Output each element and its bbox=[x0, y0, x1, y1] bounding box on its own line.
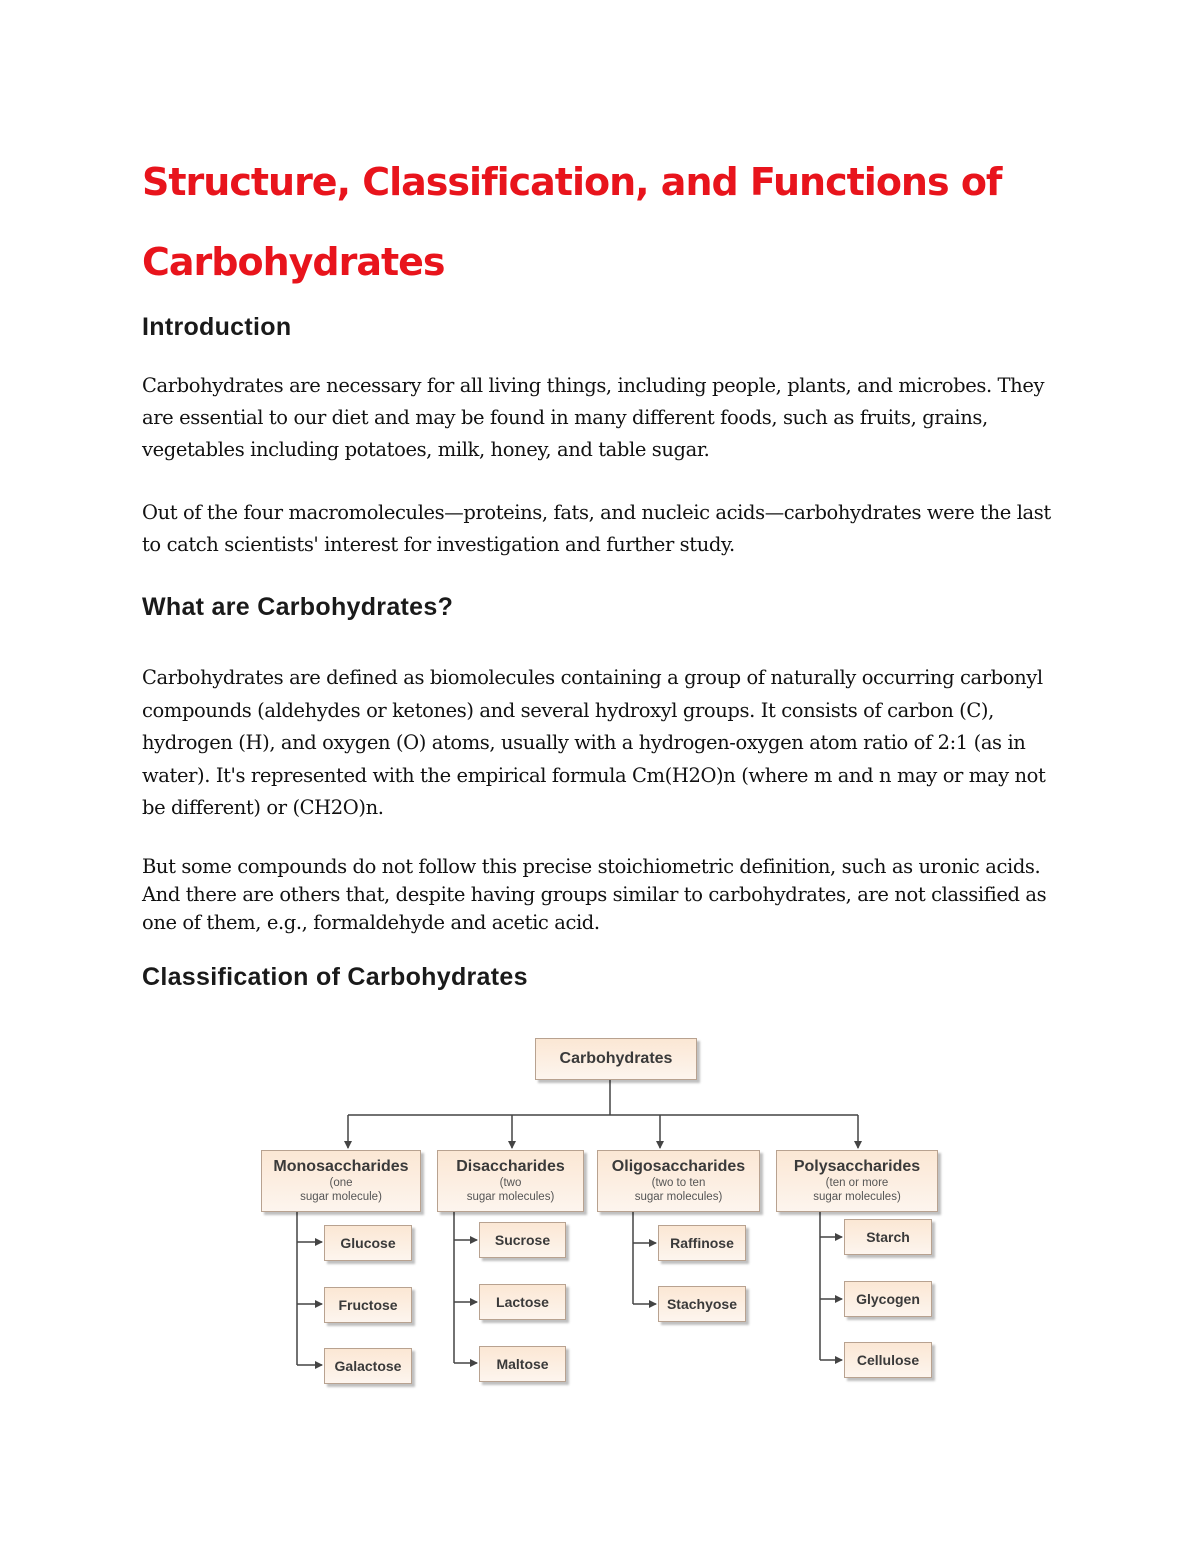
group-sublabel: sugar molecules) bbox=[634, 1191, 723, 1203]
leaf-node-starch: Starch bbox=[844, 1219, 932, 1255]
leaf-node-glucose: Glucose bbox=[324, 1225, 412, 1261]
leaf-node-fructose: Fructose bbox=[324, 1287, 412, 1323]
what-paragraph-1: Carbohydrates are defined as biomolecules containing a group of naturally occurring carbonyl compounds (aldehydes or ketones) and several hydroxyl groups. It consists of carbon (C), hydrogen (H), and oxygen (O) atoms, usually with a hydrogen-oxygen atom ratio of 2:1 (as in water). It's represented with the empirical formula Cm(H2O)n (where m and n may or may not be different) or (CH2O)n. bbox=[142, 666, 1046, 819]
leaf-node-cellulose: Cellulose bbox=[844, 1342, 932, 1378]
group-sublabel: (two to ten bbox=[651, 1177, 706, 1189]
root-node bbox=[535, 1038, 697, 1080]
root-node-label: Carbohydrates bbox=[559, 1050, 673, 1067]
group-node-polysaccharides bbox=[776, 1150, 938, 1212]
group-label: Monosaccharides bbox=[273, 1158, 409, 1175]
intro-paragraph-1: Carbohydrates are necessary for all living things, including people, plants, and microbes. They are essential to our diet and may be found in many different foods, such as fruits, grains, vegetables including potatoes, milk, honey, and table sugar. bbox=[142, 374, 1045, 461]
group-sublabel: sugar molecule) bbox=[300, 1191, 382, 1203]
group-label: Disaccharides bbox=[456, 1158, 565, 1175]
what-paragraph-2: But some compounds do not follow this precise stoichiometric definition, such as uronic acids. And there are others that, despite having groups similar to carbohydrates, are not classified as one of them, e.g., formaldehyde and acetic acid. bbox=[142, 855, 1047, 934]
group-label: Oligosaccharides bbox=[611, 1158, 746, 1175]
heading-what-are-carbohydrates: What are Carbohydrates? bbox=[142, 593, 454, 621]
leaf-node-raffinose: Raffinose bbox=[658, 1225, 746, 1261]
group-sublabel: (one bbox=[329, 1177, 353, 1189]
heading-classification: Classification of Carbohydrates bbox=[142, 963, 528, 991]
leaf-node-stachyose: Stachyose bbox=[658, 1286, 746, 1322]
leaf-node-glycogen: Glycogen bbox=[844, 1281, 932, 1317]
group-node-oligosaccharides bbox=[597, 1150, 760, 1212]
group-sublabel: (ten or more bbox=[825, 1177, 889, 1189]
leaf-node-sucrose: Sucrose bbox=[479, 1222, 566, 1258]
page-title: Structure, Classification, and Functions of Carbohydrates bbox=[142, 160, 1002, 284]
group-sublabel: (two bbox=[499, 1177, 522, 1189]
group-sublabel: sugar molecules) bbox=[813, 1191, 901, 1203]
group-label: Polysaccharides bbox=[793, 1158, 921, 1175]
group-sublabel: sugar molecules) bbox=[466, 1191, 555, 1203]
group-node-disaccharides bbox=[437, 1150, 584, 1212]
leaf-node-galactose: Galactose bbox=[324, 1348, 412, 1384]
heading-introduction: Introduction bbox=[142, 313, 292, 341]
leaf-node-maltose: Maltose bbox=[479, 1346, 566, 1382]
intro-paragraph-2: Out of the four macromolecules—proteins, fats, and nucleic acids—carbohydrates were the last to catch scientists' interest for investigation and further study. bbox=[142, 501, 1051, 556]
group-node-monosaccharides bbox=[261, 1150, 421, 1212]
leaf-node-lactose: Lactose bbox=[479, 1284, 566, 1320]
